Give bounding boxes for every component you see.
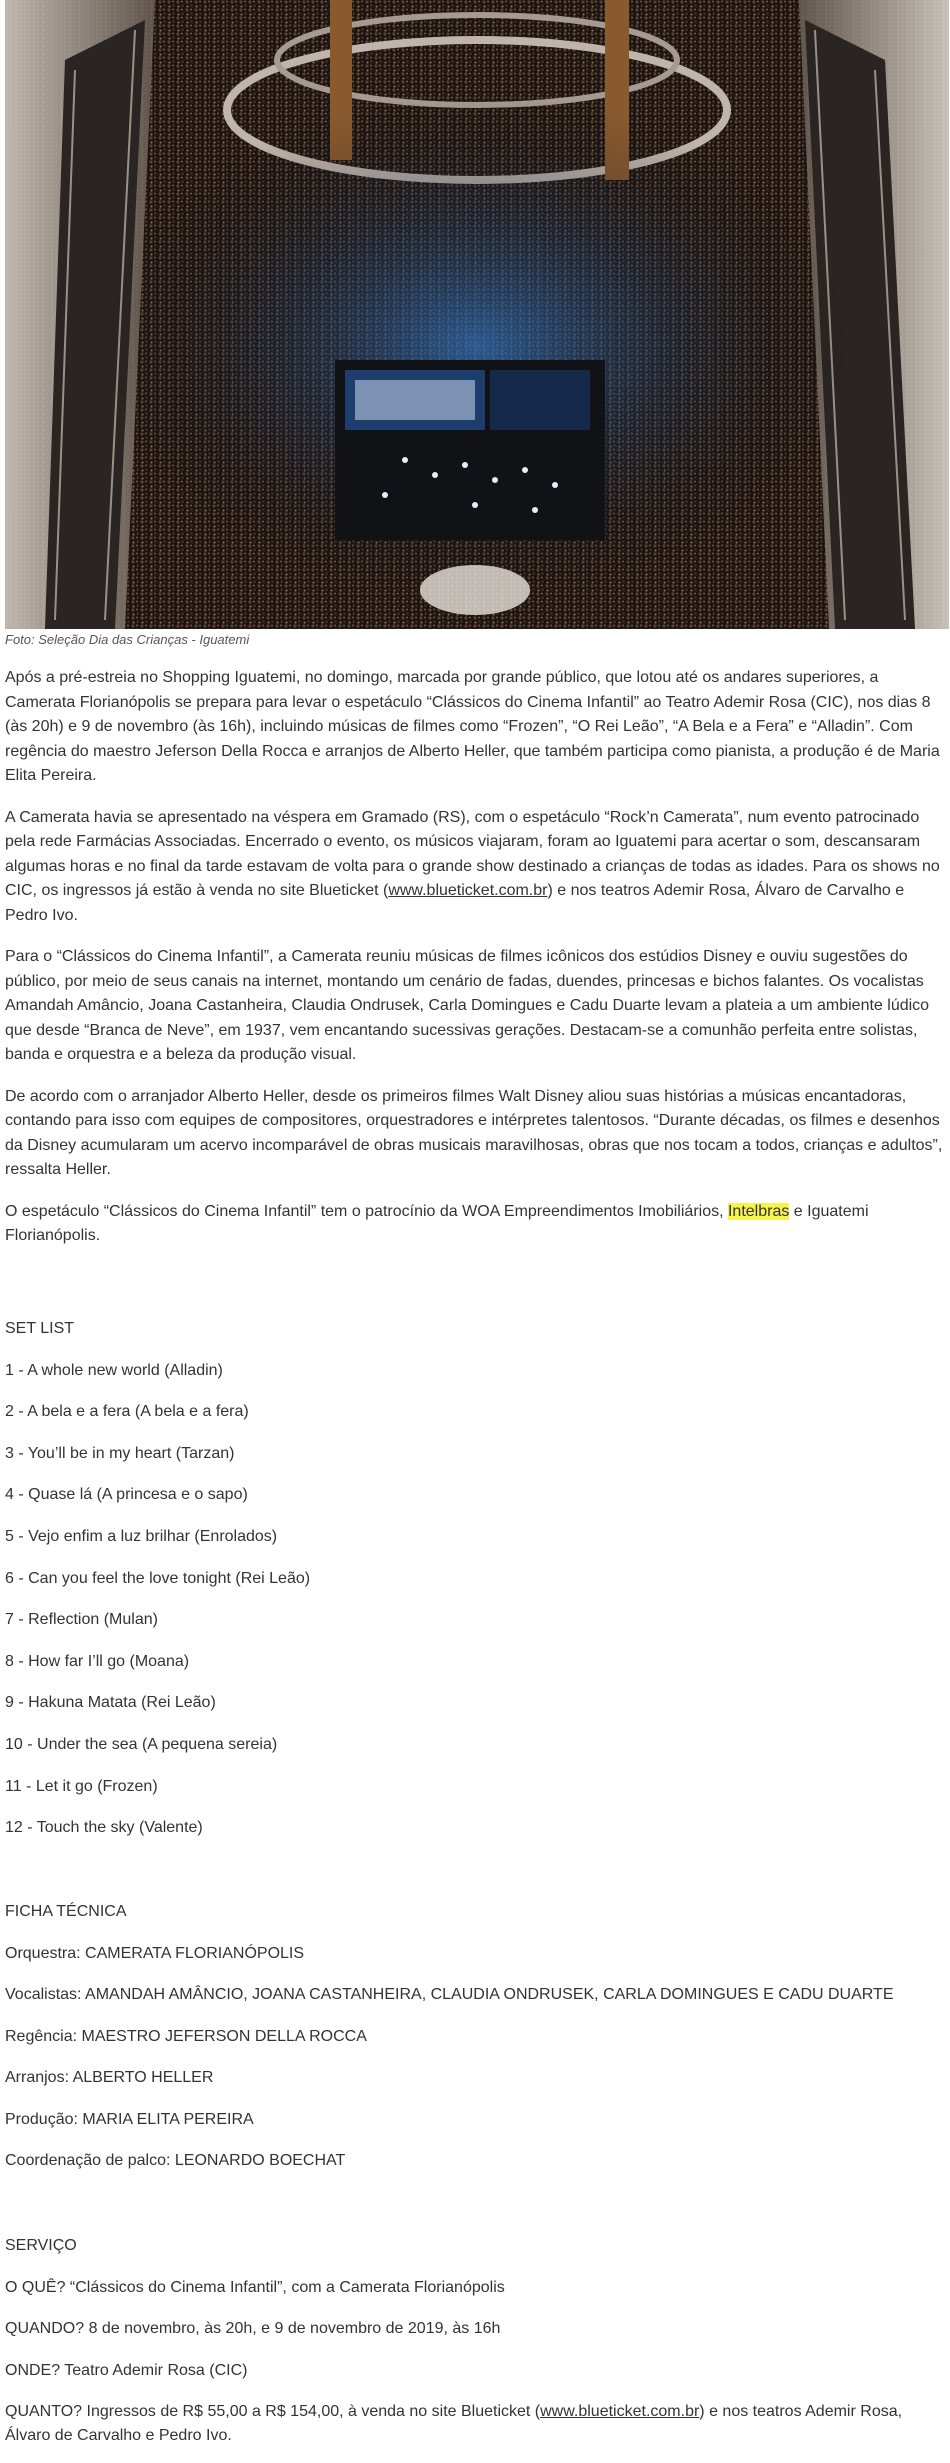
- servico-heading: SERVIÇO: [5, 2237, 77, 2254]
- setlist-item: 9 - Hakuna Matata (Rei Leão): [5, 1694, 216, 1712]
- ficha-item: Arranjos: ALBERTO HELLER: [5, 2069, 214, 2086]
- ficha-item: Orquestra: CAMERATA FLORIANÓPOLIS: [5, 1944, 305, 1962]
- paragraph-4: De acordo com o arranjador Alberto Heller, desde os primeiros filmes Walt Disney aliou suas histórias a músicas encantadoras, contando para isso com equipes de compositores, orquestradores e intérpretes talentosos. “Durante décadas, os filmes e desenhos da Disney acumularam um acervo incomparável de obras musicais maravilhosas, obras que nos tocam a todos, crianças e adultos”, ressalta Heller.: [5, 1087, 943, 1178]
- concert-photo-illustration: [5, 0, 949, 629]
- setlist-item: 11 - Let it go (Frozen): [5, 1777, 158, 1795]
- article-body: [5, 666, 947, 1266]
- paragraph-2: [5, 806, 947, 929]
- setlist-item: 10 - Under the sea (A pequena sereia): [5, 1735, 278, 1753]
- paragraph-5: [5, 1200, 947, 1249]
- setlist-item: 6 - Can you feel the love tonight (Rei Leão): [5, 1569, 311, 1587]
- setlist-item: 3 - You’ll be in my heart (Tarzan): [5, 1444, 235, 1462]
- ficha-tecnica-section: [5, 1900, 947, 2173]
- sponsor-highlight: Intelbras: [727, 1202, 790, 1220]
- concert-photo: [5, 0, 949, 629]
- setlist-heading: SET LIST: [5, 1320, 75, 1337]
- paragraph-2-text: A Camerata havia se apresentado na véspera em Gramado (RS), com o espetáculo “Rock’n Camerata”, num evento patrocinado pela rede Farmácias Associadas. Encerrado o evento, os músicos viajaram, foram ao Iguatemi para acertar o som, descansaram algumas horas e no final da tarde estavam de volta para o grande show destinado a crianças de todas as idades. Para os shows no CIC, os ingressos já estão à venda no site Blueticket (: [5, 808, 940, 899]
- paragraph-5-text: O espetáculo “Clássicos do Cinema Infantil” tem o patrocínio da WOA Empreendimentos Imobiliários,: [5, 1202, 728, 1220]
- ficha-item: Regência: MAESTRO JEFERSON DELLA ROCCA: [5, 2027, 367, 2045]
- servico-price-text-end: ) e nos teatros Ademir Rosa, Álvaro de Carvalho e Pedro Ivo.: [5, 2403, 903, 2444]
- setlist-section: [5, 1317, 947, 1840]
- setlist-item: 12 - Touch the sky (Valente): [5, 1819, 203, 1837]
- ficha-item: Coordenação de palco: LEONARDO BOECHAT: [5, 2152, 346, 2169]
- setlist-item: 1 - A whole new world (Alladin): [5, 1361, 223, 1379]
- photo-caption: Foto: Seleção Dia das Crianças - Iguatemi: [5, 632, 250, 647]
- ficha-heading: FICHA TÉCNICA: [5, 1903, 127, 1920]
- paragraph-5-text-end: e Iguatemi Florianópolis.: [5, 1202, 869, 1244]
- paragraph-1: Após a pré-estreia no Shopping Iguatemi, no domingo, marcada por grande público, que lotou até os andares superiores, a Camerata Florianópolis se prepara para levar o espetáculo “Clássicos do Cinema Infantil” ao Teatro Ademir Rosa (CIC), nos dias 8 (às 20h) e 9 de novembro (às 16h), incluindo músicas de filmes como “Frozen”, “O Rei Leão”, “A Bela e a Fera” e “Alladin”. Com regência do maestro Jeferson Della Rocca e arranjos de Alberto Heller, que também participa como pianista, a produção é de Maria Elita Pereira.: [5, 669, 940, 784]
- servico-what: O QUÊ? “Clássicos do Cinema Infantil”, com a Camerata Florianópolis: [5, 2278, 505, 2296]
- servico-price-text: QUANTO? Ingressos de R$ 55,00 a R$ 154,00, à venda no site Blueticket (: [5, 2403, 541, 2420]
- setlist-item: 2 - A bela e a fera (A bela e a fera): [5, 1403, 249, 1421]
- setlist-item: 5 - Vejo enfim a luz brilhar (Enrolados): [5, 1527, 278, 1545]
- blueticket-link-servico[interactable]: www.blueticket.com.br: [540, 2403, 700, 2420]
- servico-section: [5, 2234, 947, 2448]
- servico-where: ONDE? Teatro Ademir Rosa (CIC): [5, 2361, 248, 2379]
- servico-when: QUANDO? 8 de novembro, às 20h, e 9 de novembro de 2019, às 16h: [5, 2320, 501, 2337]
- ficha-item: Produção: MARIA ELITA PEREIRA: [5, 2110, 254, 2128]
- paragraph-2-text-end: ) e nos teatros Ademir Rosa, Álvaro de Carvalho e Pedro Ivo.: [5, 882, 905, 924]
- setlist-item: 7 - Reflection (Mulan): [5, 1611, 158, 1629]
- blueticket-link[interactable]: www.blueticket.com.br: [388, 882, 548, 899]
- ficha-item: Vocalistas: AMANDAH AMÂNCIO, JOANA CASTANHEIRA, CLAUDIA ONDRUSEK, CARLA DOMINGUES E CADU DUARTE: [5, 1986, 894, 2003]
- paragraph-3: Para o “Clássicos do Cinema Infantil”, a Camerata reuniu músicas de filmes icônicos dos estúdios Disney e ouviu sugestões do público, por meio de seus canais na internet, montando um cenário de fadas, duendes, princesas e bichos falantes. Os vocalistas Amandah Amâncio, Joana Castanheira, Claudia Ondrusek, Carla Domingues e Cadu Duarte levam a plateia a um ambiente lúdico que desde “Branca de Neve”, em 1937, vem encantando sucessivas gerações. Destacam-se a comunhão perfeita entre solistas, banda e orquestra e a beleza da produção visual.: [5, 948, 930, 1063]
- servico-price: [5, 2400, 947, 2448]
- setlist-item: 4 - Quase lá (A princesa e o sapo): [5, 1486, 248, 1504]
- setlist-item: 8 - How far I’ll go (Moana): [5, 1652, 190, 1670]
